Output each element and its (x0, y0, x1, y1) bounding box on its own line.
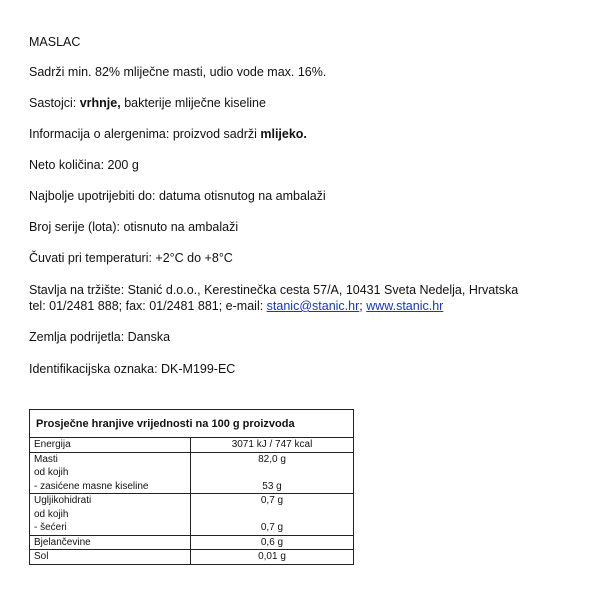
allergen-line (29, 126, 307, 142)
carbs-label: Ugljikohidrati (34, 495, 92, 506)
carbs-value: 0,7 g (260, 495, 284, 506)
ingredients-bold: vrhnje, (79, 96, 121, 110)
nutrition-table (29, 409, 354, 565)
table-row-fat (30, 452, 353, 494)
table-row-energy (30, 438, 353, 452)
ingredients-rest: bakterije mliječne kiseline (120, 96, 266, 110)
protein-label: Bjelančevine (30, 535, 191, 550)
sugars-label: - šećeri (34, 522, 67, 533)
salt-value: 0,01 g (258, 551, 286, 562)
best-before-line: Najbolje upotrijebiti do: datuma otisnutog na ambalaži (29, 189, 326, 203)
batch-line: Broj serije (lota): otisnuto na ambalaži (29, 220, 239, 234)
energy-label: Energija (30, 438, 191, 452)
nutrition-rows (30, 438, 353, 564)
storage-line: Čuvati pri temperaturi: +2°C do +8°C (29, 251, 233, 265)
fat-content-line: Sadrži min. 82% mliječne masti, udio vode max. 16%. (29, 65, 327, 79)
saturated-label: - zasićene masne kiseline (34, 480, 149, 492)
table-row-carbohydrates (30, 494, 353, 536)
contact-phone: tel: 01/2481 888; fax: 01/2481 881; e-mail: (29, 299, 267, 313)
saturated-value: 53 g (262, 480, 282, 492)
table-row-salt (30, 550, 353, 564)
origin-line: Zemlja podrijetla: Danska (29, 330, 171, 344)
ingredients-label: Sastojci: (29, 96, 80, 110)
net-quantity-line: Neto količina: 200 g (29, 158, 139, 172)
allergen-bold: mlijeko. (260, 127, 307, 141)
email-link[interactable]: stanic@stanic.hr (266, 299, 360, 313)
fat-of-which: od kojih (34, 467, 69, 478)
identification-line: Identifikacijska oznaka: DK-M199-EC (29, 362, 236, 376)
protein-value: 0,6 g (191, 535, 354, 550)
nutrition-title: Prosječne hranjive vrijednosti na 100 g proizvoda (30, 410, 353, 438)
sugars-value: 0,7 g (260, 522, 284, 533)
table-row-protein (30, 535, 353, 550)
product-name: MASLAC (29, 35, 81, 49)
fat-label: Masti (34, 453, 58, 465)
ingredients-line (29, 95, 266, 111)
energy-value: 3071 kJ / 747 kcal (191, 438, 354, 452)
contact-line (29, 298, 443, 314)
contact-separator: ; (359, 299, 367, 313)
carbs-of-which: od kojih (34, 508, 69, 520)
website-link[interactable]: www.stanic.hr (366, 299, 444, 313)
allergen-label: Informacija o alergenima: proizvod sadrži (29, 127, 261, 141)
fat-value: 82,0 g (258, 453, 286, 465)
salt-label: Sol (30, 550, 191, 564)
distributor-line: Stavlja na tržište: Stanić d.o.o., Kerestinečka cesta 57/A, 10431 Sveta Nedelja, Hrvatska (29, 283, 519, 297)
